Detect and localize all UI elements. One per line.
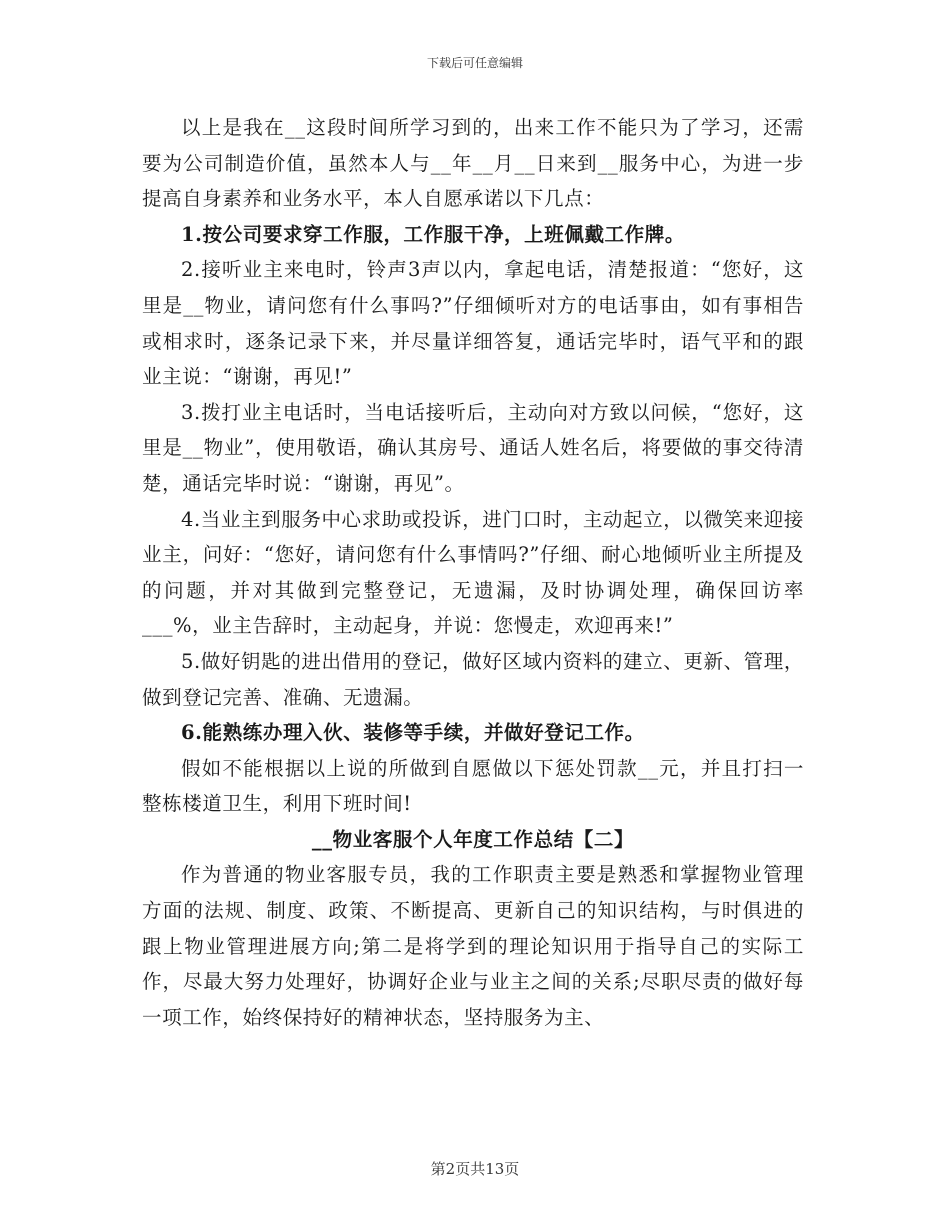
paragraph-commitment-intro: 以上是我在__这段时间所学习到的，出来工作不能只为了学习，还需要为公司制造价值，虽然本人与__年__月__日来到__服务中心，为进一步提高自身素养和业务水平，本人自愿承诺以下几点： xyxy=(142,116,804,211)
paragraph-summary: 作为普通的物业客服专员，我的工作职责主要是熟悉和掌握物业管理方面的法规、制度、政策、不断提高、更新自己的知识结构，与时俱进的跟上物业管理进展方向;第二是将学到的理论知识用于指导自己的实际工作，尽最大努力处理好，协调好企业与业主之间的关系;尽职尽责的做好每一项工作，始终保持好的精神状态，坚持服务为主、 xyxy=(142,863,804,1029)
paragraph-item-6: 6.能熟练办理入伙、装修等手续，并做好登记工作。 xyxy=(181,721,645,745)
document-body xyxy=(142,110,804,1035)
page-footer: 第2页共13页 xyxy=(430,1160,520,1178)
paragraph-penalty: 假如不能根据以上说的所做到自愿做以下惩处罚款__元，并且打扫一整栋楼道卫生，利用下班时间! xyxy=(142,756,804,816)
page-header: 下载后可任意编辑 xyxy=(426,56,523,70)
paragraph-item-5: 5.做好钥匙的进出借用的登记，做好区域内资料的建立、更新、管理，做到登记完善、准确、无遗漏。 xyxy=(142,649,804,709)
paragraph-item-3: 3.拨打业主电话时，当电话接听后，主动向对方致以问候，“您好，这里是__物业”，使用敬语，确认其房号、通话人姓名后，将要做的事交待清楚，通话完毕时说：“谢谢，再见”。 xyxy=(142,400,804,495)
paragraph-item-1: 1.按公司要求穿工作服，工作服干净，上班佩戴工作牌。 xyxy=(181,222,685,246)
paragraph-item-2: 2.接听业主来电时，铃声3声以内，拿起电话，清楚报道：“您好，这里是__物业，请问您有什么事吗?”仔细倾听对方的电话事由，如有事相告或相求时，逐条记录下来，并尽量详细答复，通话完毕时，语气平和的跟业主说：“谢谢，再见!” xyxy=(142,258,804,389)
paragraph-item-4: 4.当业主到服务中心求助或投诉，进门口时，主动起立，以微笑来迎接业主，问好：“您好，请问您有什么事情吗?”仔细、耐心地倾听业主所提及的问题，并对其做到完整登记，无遗漏，及时协调处理，确保回访率___%，业主告辞时，主动起身，并说：您慢走，欢迎再来!” xyxy=(142,507,804,638)
section-heading: __物业客服个人年度工作总结【二】 xyxy=(311,827,635,851)
